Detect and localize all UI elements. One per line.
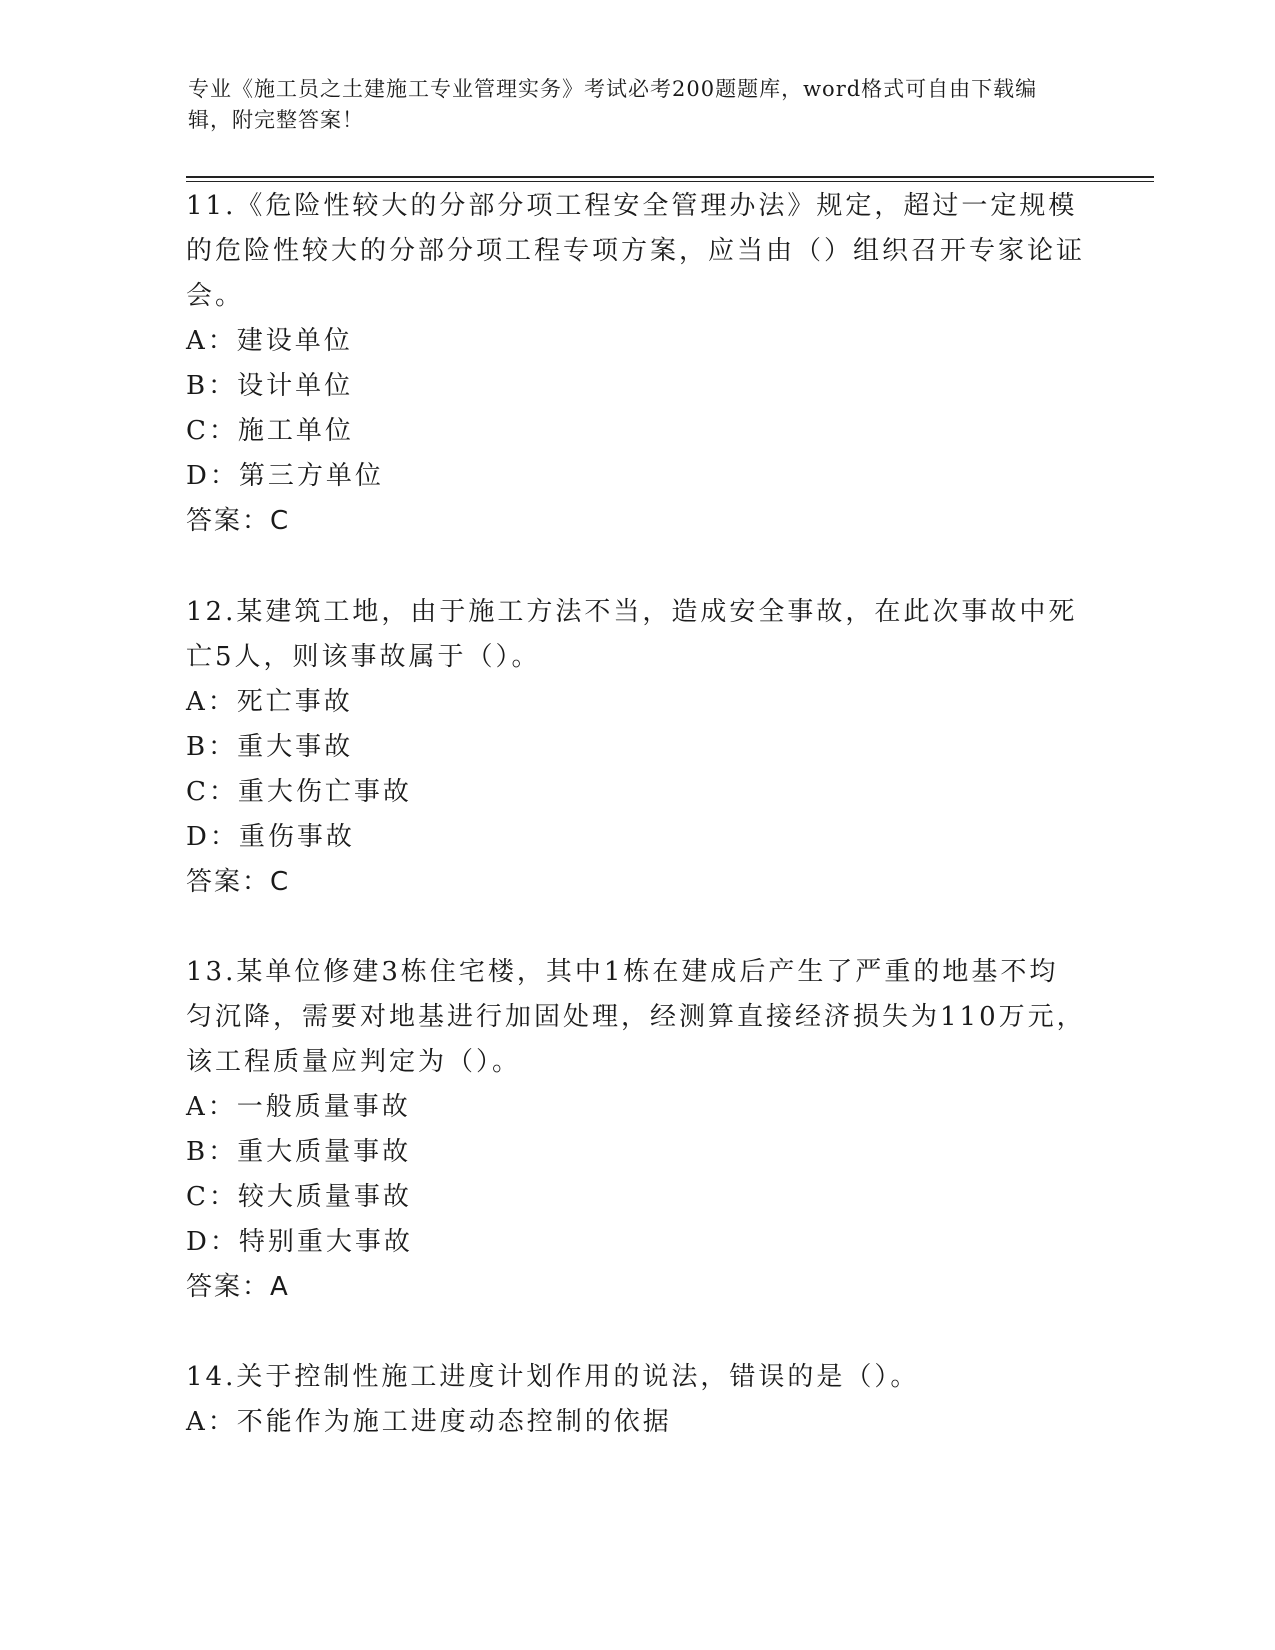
- option-c: C：较大质量事故: [186, 1182, 412, 1212]
- answer: 答案：A: [186, 1272, 290, 1302]
- option-a: A：死亡事故: [186, 687, 353, 717]
- option-b: B：重大质量事故: [186, 1137, 412, 1167]
- question-stem: 14.关于控制性施工进度计划作用的说法，错误的是（）。: [186, 1362, 920, 1392]
- question-stem: 11.《危险性较大的分部分项工程安全管理办法》规定，超过一定规模的危险性较大的分部分项工程专项方案，应当由（）组织召开专家论证会。: [186, 191, 1086, 311]
- header-divider-thick: [186, 176, 1154, 178]
- question-stem: 12.某建筑工地，由于施工方法不当，造成安全事故，在此次事故中死亡5人，则该事故属于（）。: [186, 597, 1078, 672]
- question-stem: 13.某单位修建3栋住宅楼，其中1栋在建成后产生了严重的地基不均匀沉降，需要对地基进行加固处理，经测算直接经济损失为110万元，该工程质量应判定为（）。: [186, 957, 1086, 1077]
- option-a: A：建设单位: [186, 326, 353, 356]
- question-14: [186, 1355, 1086, 1445]
- question-13: [186, 950, 1086, 1310]
- option-c: C：施工单位: [186, 416, 354, 446]
- option-d: D：第三方单位: [186, 461, 384, 491]
- question-12: [186, 590, 1086, 905]
- option-a: A：一般质量事故: [186, 1092, 411, 1122]
- option-b: B：重大事故: [186, 732, 354, 762]
- option-c: C：重大伤亡事故: [186, 777, 412, 807]
- answer: 答案：C: [186, 867, 291, 897]
- question-11: [186, 184, 1086, 544]
- header-divider-thin: [186, 181, 1154, 182]
- option-a: A：不能作为施工进度动态控制的依据: [186, 1407, 672, 1437]
- option-b: B：设计单位: [186, 371, 354, 401]
- document-header: 专业《施工员之土建施工专业管理实务》考试必考200题题库，word格式可自由下载编辑，附完整答案！: [188, 77, 1038, 132]
- option-d: D：特别重大事故: [186, 1227, 413, 1257]
- option-d: D：重伤事故: [186, 822, 355, 852]
- answer: 答案：C: [186, 506, 291, 536]
